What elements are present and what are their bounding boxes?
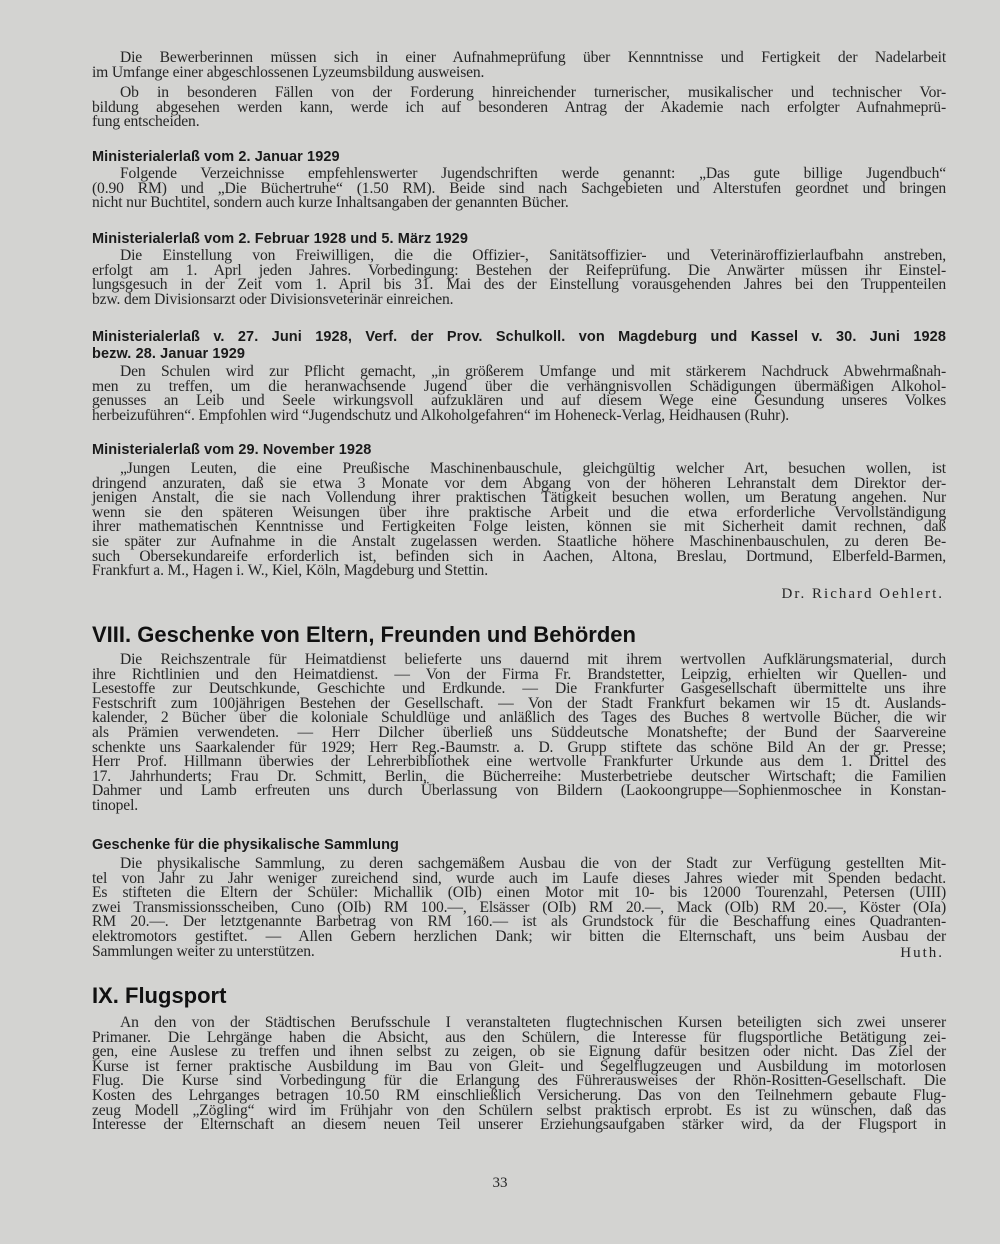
heading-erlass-februar-1928: Ministerialerlaß vom 2. Februar 1928 und 5. März 1929: [92, 231, 469, 247]
paragraph-sammlung: [92, 857, 946, 959]
text-line: elektromotors gestiftet. — Allen Gebern herzlichen Dank; wir bitten die Elternschaft, uns beim Ausbau der: [92, 927, 946, 945]
text-line: such Obersekundareife erforderlich ist, befinden sich in Aachen, Altona, Breslau, Dortmund, Elberfeld-Barmen,: [92, 547, 946, 565]
text-line: bzw. dem Divisionsarzt oder Divisionsveterinär einreichen.: [92, 290, 454, 308]
paragraph-jugendschriften: [92, 167, 946, 211]
text-line: gen, eine Auslese zu treffen und ihnen selbst zu zeigen, ob sie Eignung dafür besitzen oder nicht. Das Ziel der: [92, 1043, 946, 1061]
text-line: ihrer mathematischen Kenntnisse und Fertigkeiten Folge leisten, können sie mit Sicherheit damit rechnen, daß: [92, 518, 946, 536]
text-line: wenn sie den späteren Weisungen über ihre praktische Arbeit und die etwa erforderliche Vervollständigung: [92, 503, 946, 521]
text-line: im Umfange einer abgeschlossenen Lyzeumsbildung ausweisen.: [92, 63, 485, 81]
text-line: „Jungen Leuten, die eine Preußische Maschinenbauschule, gleichgültig welcher Art, besuchen wollen, ist: [120, 460, 946, 477]
text-line: zwei Transmissionsscheiben, Cuno (OIb) RM 100.—, Elsässer (OIb) RM 20.—, Mack (OIb) RM 20.—, Köster (OIa): [92, 898, 946, 916]
text-line: Primaner. Die Lehrgänge haben die Absicht, aus den Schülern, die Interesse für flugsportliche Betätigung zei-: [92, 1028, 946, 1046]
text-line: Die Einstellung von Freiwilligen, die die Offizier-, Sanitätsoffizier- und Veterinäroffizierlaufbahn anstreben,: [120, 247, 946, 264]
signature-huth: Huth.: [900, 945, 944, 961]
paragraph-flugsport: [92, 1016, 946, 1133]
text-line: Es stifteten die Eltern der Schüler: Michallik (OIb) einen Motor mit 10- bis 12000 Tourenzahl, Petersen (UIII): [92, 884, 946, 902]
text-line: Die Reichszentrale für Heimatdienst belieferte uns dauernd mit ihrem wertvollen Aufklärungsmaterial, durch: [120, 651, 946, 668]
paragraph-bewerberinnen: [92, 51, 946, 80]
text-line: Herr Prof. Hillmann überwies der Lehrerbibliothek eine wertvolle Frankfurter Urkunde aus dem 1. Drittel des: [92, 753, 946, 771]
text-line: (0.90 RM) und „Die Büchertruhe“ (1.50 RM). Beide sind nach Sachgebieten und Alterstufen geordnet und bringen: [92, 179, 946, 197]
text-line: tinopel.: [92, 796, 139, 814]
heading-erlass-juni-1928: [92, 329, 946, 363]
text-line: Interesse der Elternschaft an diesem neuen Teil unserer Erziehungsaufgaben stärker wird, da der Flugsport in: [92, 1116, 946, 1134]
text-line: dringend anzuraten, daß sie etwa 3 Monate vor dem Abgang von der höheren Lehranstalt dem Direktor der-: [92, 474, 946, 492]
text-line: jenigen Anstalt, die sie nach Vollendung ihrer praktischen Tätigkeit besuchen wollen, um Beratung angehen. Nur: [92, 489, 946, 507]
paragraph-vorbildung: [92, 86, 946, 130]
signature-oehlert: Dr. Richard Oehlert.: [781, 586, 944, 602]
paragraph-freiwillige: [92, 249, 946, 307]
text-line: erfolgt am 1. Aprl jeden Jahres. Vorbedingung: Bestehen der Reifeprüfung. Die Anwärter müssen ihr Einstel-: [92, 261, 946, 279]
text-line: Flug. Die Kurse sind Vorbedingung für die Erlangung des Führerausweises der Rhön-Rositten-Gesellschaft. Die: [92, 1072, 946, 1090]
text-line: sie später zur Aufnahme in die Anstalt zugelassen werden. Staatliche höhere Maschinenbauschulen, zu deren Be-: [92, 532, 946, 550]
paragraph-geschenke: [92, 653, 946, 814]
text-line: tel von Jahr zu Jahr weniger zureichend sind, wurde auch im Laufe dieses Jahres wieder mit Spenden bedacht.: [92, 869, 946, 887]
text-line: Den Schulen wird zur Pflicht gemacht, „in größerem Umfange und mit stärkerem Nachdruck Abwehrmaßnah-: [120, 363, 946, 380]
text-line: nicht nur Buchtitel, sondern auch kurze Inhaltsangaben der genannten Bücher.: [92, 194, 569, 212]
text-line: Sammlungen weiter zu unterstützen.: [92, 942, 315, 960]
text-line: bildung abgesehen werden kann, werde ich auf besonderen Antrag der Akademie nach erfolgter Aufnahmeprü-: [92, 98, 946, 116]
text-line: herbeizuführen“. Empfohlen wird “Jugendschutz und Alkoholgefahren“ im Hoheneck-Verlag, Heidhausen (Ruhr).: [92, 406, 789, 424]
paragraph-alkohol: [92, 365, 946, 423]
text-line: Ob in besonderen Fällen von der Forderung hinreichender turnerischer, musikalischer und technischer Vor-: [120, 84, 946, 101]
text-line: als Prämien verwendeten. — Herr Dilcher überließ uns Süddeutsche Monatshefte; der Bund der Saarvereine: [92, 723, 946, 741]
text-line: Kosten des Lehrganges betragen 10.50 RM einschließlich Versicherung. Das von den Teilnehmern gebaute Flug-: [92, 1086, 946, 1104]
text-line: Lesestoffe zur Deutschkunde, Geschichte und Erdkunde. — Die Frankfurter Gasgesellschaft übermittelte uns ihre: [92, 680, 946, 698]
text-line: Frankfurt a. M., Hagen i. W., Kiel, Köln, Magdeburg und Stettin.: [92, 562, 488, 580]
heading-erlass-november-1928: Ministerialerlaß vom 29. November 1928: [92, 442, 372, 458]
text-line: ihre Richtlinien und den Heimatdienst. — Von der Firma Fr. Brandstetter, Leipzig, erhielten wir Quellen- und: [92, 665, 946, 683]
text-line: Dahmer und Lamb erfreuten uns durch Überlassung von Bildern (Laokoongruppe—Sophienmoschee in Konstan-: [92, 782, 946, 800]
text-line: Die physikalische Sammlung, zu deren sachgemäßem Ausbau die von der Stadt zur Verfügung gestellten Mit-: [120, 855, 946, 872]
text-line: Kurse ist ferner praktische Ausbildung im Bau von Gleit- und Segelflugzeugen und Ausbildung im motorlosen: [92, 1057, 946, 1075]
text-line: schenkte uns Saarkalender für 1929; Herr Reg.-Baumstr. a. D. Grupp stiftete das schöne Bild An der gr. Presse;: [92, 738, 946, 756]
text-line: lungsgesuch in der Zeit vom 1. April bis 31. Mai des der Einstellung vorausgehenden Jahres bei den Truppenteilen: [92, 276, 946, 294]
text-line: Die Bewerberinnen müssen sich in einer Aufnahmeprüfung über Kennntnisse und Fertigkeit der Nadelarbeit: [120, 49, 946, 66]
heading-line: bezw. 28. Januar 1929: [92, 346, 246, 362]
text-line: zeug Modell „Zögling“ wird im Frühjahr von den Schülern selbst praktisch erprobt. Es ist zu wünschen, daß das: [92, 1101, 946, 1119]
text-line: fung entscheiden.: [92, 113, 200, 131]
section-heading-viii: VIII. Geschenke von Eltern, Freunden und Behörden: [92, 622, 636, 647]
text-line: kalender, 2 Bücher über die koloniale Schuldlüge und anläßlich des Tages des Buches 8 wertvolle Bücher, die wir: [92, 709, 946, 727]
text-line: 17. Jahrhunderts; Frau Dr. Schmitt, Berlin, die Bücherreihe: Musterbetriebe deutscher Wirtschaft; die Familien: [92, 767, 946, 785]
section-heading-ix: IX. Flugsport: [92, 983, 227, 1008]
heading-erlass-januar-1929: Ministerialerlaß vom 2. Januar 1929: [92, 149, 340, 165]
text-line: Festschrift zum 100jährigen Bestehen der Gesellschaft. — Von der Stadt Frankfurt bekamen wir 15 dt. Auslands-: [92, 694, 946, 712]
text-line: Folgende Verzeichnisse empfehlenswerter Jugendschriften werde genannt: „Das gute billige Jugendbuch“: [120, 165, 946, 182]
paragraph-maschinenbauschule: [92, 462, 946, 579]
page-number: 33: [492, 1175, 508, 1191]
heading-physikalische-sammlung: Geschenke für die physikalische Sammlung: [92, 837, 399, 853]
text-line: genusses an Leib und Seele wirkungsvoll aufzuklären und auf diesem Wege eine Gesundung unseres Volkes: [92, 392, 946, 410]
text-line: RM 20.—. Der letztgenannte Barbetrag von RM 160.— ist als Grundstock für die Beschaffung eines Quadranten-: [92, 913, 946, 931]
heading-line: Ministerialerlaß v. 27. Juni 1928, Verf. der Prov. Schulkoll. von Magdeburg und Kassel v. 30. Juni 1928: [92, 329, 946, 345]
text-line: An den von der Städtischen Berufsschule I veranstalteten flugtechnischen Kursen beteiligten sich zwei unserer: [120, 1014, 946, 1031]
text-line: men zu treffen, um die heranwachsende Jugend über die verhängnisvollen Schädigungen übermäßigen Alkohol-: [92, 377, 946, 395]
